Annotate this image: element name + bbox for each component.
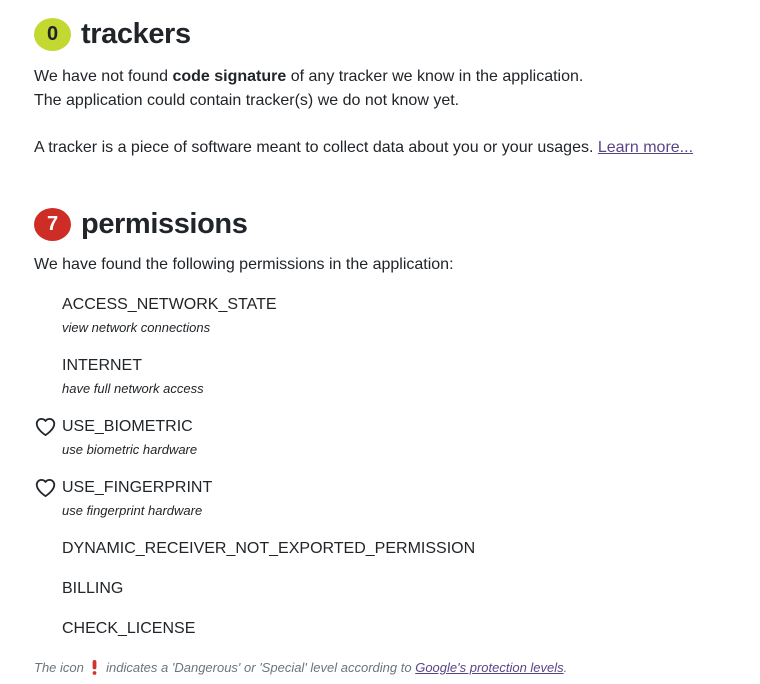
- permission-name: BILLING: [62, 580, 124, 597]
- permission-name: DYNAMIC_RECEIVER_NOT_EXPORTED_PERMISSION: [62, 540, 476, 557]
- permission-description: use fingerprint hardware: [62, 503, 203, 518]
- permission-item: [34, 579, 732, 599]
- permission-item: [34, 478, 732, 519]
- permissions-title: permissions: [81, 208, 248, 240]
- permission-name: USE_FINGERPRINT: [62, 479, 213, 496]
- code-signature-emphasis: code signature: [172, 68, 287, 85]
- trackers-count-badge: 0: [34, 18, 71, 51]
- trackers-section-heading: [34, 16, 732, 52]
- protection-level-note: The icon indicates a 'Dangerous' or 'Special' level according to Google's protection levels.: [34, 659, 732, 680]
- trackers-title: trackers: [81, 18, 191, 50]
- trackers-description: [34, 65, 732, 113]
- permission-item: [34, 539, 732, 559]
- permission-description: use biometric hardware: [62, 442, 198, 457]
- permission-description: have full network access: [62, 381, 204, 396]
- google-protection-levels-link[interactable]: Google's protection levels: [415, 660, 564, 675]
- permission-name: USE_BIOMETRIC: [62, 418, 193, 435]
- permissions-intro: We have found the following permissions in the application:: [34, 256, 454, 273]
- trackers-line1: We have not found code signature of any tracker we know in the application.: [34, 68, 584, 85]
- trackers-line2: The application could contain tracker(s) we do not know yet.: [34, 92, 460, 109]
- permission-item: [34, 295, 732, 336]
- permissions-section-heading: [34, 206, 732, 242]
- permission-list: [34, 295, 732, 639]
- permission-description: view network connections: [62, 320, 211, 335]
- heart-icon: [34, 417, 62, 437]
- learn-more-link[interactable]: Learn more...: [597, 139, 694, 156]
- permission-item: [34, 356, 732, 397]
- permission-name: ACCESS_NETWORK_STATE: [62, 296, 277, 313]
- tracker-definition: A tracker is a piece of software meant to collect data about you or your usages. Learn more...: [34, 139, 694, 156]
- permission-item: [34, 417, 732, 458]
- permission-item: [34, 619, 732, 639]
- permissions-count-badge: 7: [34, 208, 71, 241]
- heart-icon: [34, 478, 62, 498]
- permission-name: INTERNET: [62, 357, 142, 374]
- exclamation-icon: [90, 660, 99, 680]
- permission-name: CHECK_LICENSE: [62, 620, 196, 637]
